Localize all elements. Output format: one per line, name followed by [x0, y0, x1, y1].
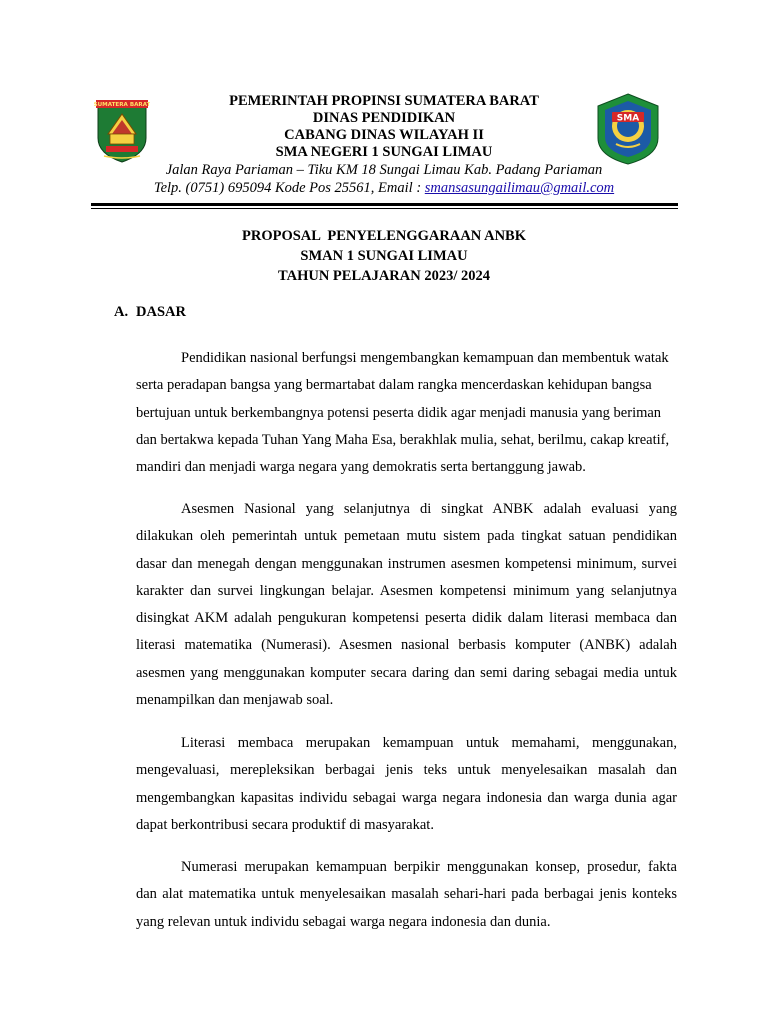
left-logo-banner-text: SUMATERA BARAT [94, 102, 150, 109]
letterhead-department: DINAS PENDIDIKAN [312, 110, 456, 126]
letterhead [120, 93, 648, 197]
letterhead-address: Jalan Raya Pariaman – Tiku KM 18 Sungai Limau Kab. Padang Pariaman [165, 162, 603, 178]
letterhead-divider-thin [91, 208, 678, 209]
letterhead-contact [120, 179, 648, 197]
title-line-1: PROPOSAL PENYELENGGARAAN ANBK [242, 228, 526, 244]
paragraph-1: Pendidikan nasional berfungsi mengembangkan kemampuan dan membentuk watak serta peradapan bangsa yang bermartabat dalam rangka mencerdaskan kehidupan bangsa bertujuan untuk berkembangnya potensi peserta didik agar menjadi manusia yang beriman dan bertakwa kepada Tuhan Yang Maha Esa, berakhlak mulia, sehat, berilmu, cakap kreatif, mandiri dan menjadi warga negara yang demokratis serta bertanggung jawab. [136, 350, 670, 476]
letterhead-government: PEMERINTAH PROPINSI SUMATERA BARAT [229, 93, 539, 109]
email-link[interactable]: smansasungailimau@gmail.com [424, 180, 615, 196]
title-line-2: SMAN 1 SUNGAI LIMAU [300, 248, 468, 264]
proposal-title [120, 226, 648, 286]
letterhead-school: SMA NEGERI 1 SUNGAI LIMAU [275, 144, 493, 160]
paragraph-4: Numerasi merupakan kemampuan berpikir menggunakan konsep, prosedur, fakta dan alat matematika untuk menyelesaikan masalah sehari-hari pada berbagai jenis konteks yang relevan untuk individu sebagai warga negara indonesia dan dunia. [136, 859, 677, 930]
title-line-3: TAHUN PELAJARAN 2023/ 2024 [278, 268, 490, 284]
section-title: DASAR [136, 304, 186, 320]
paragraph-3: Literasi membaca merupakan kemampuan untuk memahami, menggunakan, mengevaluasi, merepleksikan berbagai jenis teks untuk menyelesaikan masalah dan mengembangkan kapasitas individu sebagai warga negara indonesia dan warga dunia agar dapat berkontribusi secara produktif di masyarakat. [136, 735, 677, 833]
section-number: A. [114, 304, 129, 320]
right-logo-text: SMA [616, 113, 640, 124]
section-heading [114, 304, 186, 321]
paragraph-2: Asesmen Nasional yang selanjutnya di singkat ANBK adalah evaluasi yang dilakukan oleh pemerintah untuk pemetaan mutu sistem pada tingkat satuan pendidikan dasar dan menegah dengan menggunakan instrumen asesmen kompetensi minimum, survei karakter dan survei lingkungan belajar. Asesmen kompetensi minimum yang selanjutnya disingkat AKM adalah pengukuran kompetensi peserta didik dalam literasi membaca dan literasi matematika (Numerasi). Asesmen nasional berbasis komputer (ANBK) adalah asesmen yang menggunakan komputer secara daring dan semi daring sebagai media untuk menampilkan dan menjawab soal. [136, 501, 677, 709]
contact-text: Telp. (0751) 695094 Kode Pos 25561, Email : [153, 180, 425, 196]
letterhead-divider-thick [91, 203, 678, 206]
letterhead-branch: CABANG DINAS WILAYAH II [284, 127, 484, 143]
